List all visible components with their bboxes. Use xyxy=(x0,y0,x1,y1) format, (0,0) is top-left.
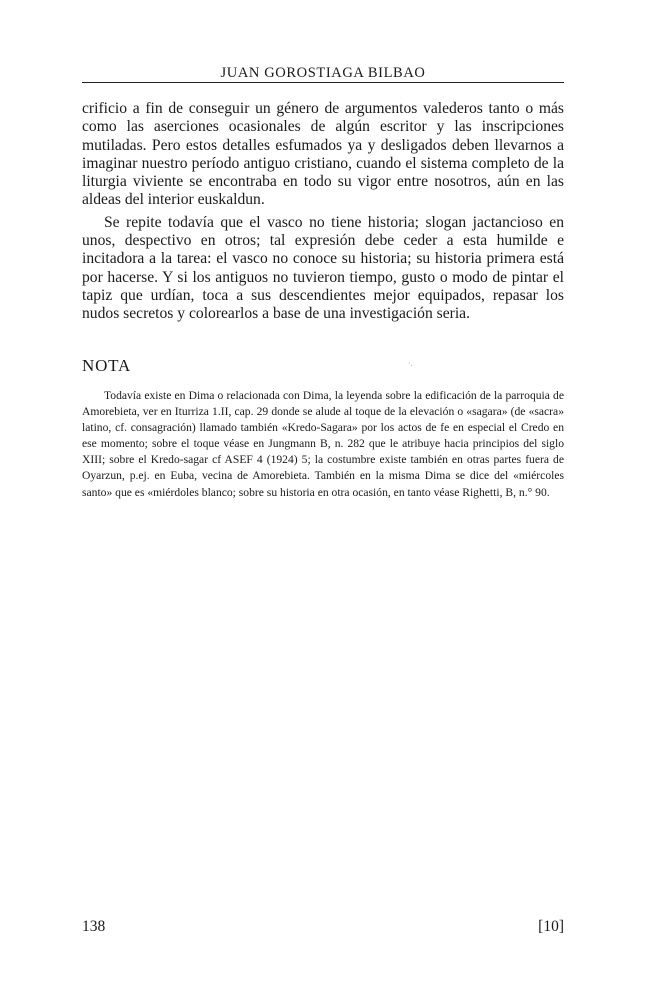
note-heading: NOTA xyxy=(82,356,132,375)
bracket-page-number: [10] xyxy=(538,918,564,935)
stray-ink-mark: ·. xyxy=(408,359,413,368)
body-paragraph-1: crificio a fin de conseguir un género de argumentos valederos tanto o más como las aserciones ocasionales de algún escritor y las inscripciones mutiladas. Pero estos detalles esfumados ya y desligados deben llevarnos a imaginar nuestro período antiguo cristiano, cuando el sistema completo de la liturgia viviente se encontraba en todo su vigor entre nosotros, aún en las aldeas del interior euskaldun. xyxy=(82,100,564,209)
body-paragraph-2: Se repite todavía que el vasco no tiene historia; slogan jactancioso en unos, despectivo en otros; tal expresión debe ceder a esta humilde e incitadora a la tarea: el vasco no conoce su historia; su historia primera está por hacerse. Y si los antiguos no tuvieron tiempo, gusto o modo de pintar el tapiz que urdían, toca a sus descendientes mejor equipados, repasar los nudos secretos y colorearlos a base de una investigación seria. xyxy=(82,213,564,323)
running-head: JUAN GOROSTIAGA BILBAO xyxy=(220,65,426,81)
note-text: Todavía existe en Dima o relacionada con Dima, la leyenda sobre la edificación de la parroquia de Amorebieta, ver en Iturriza 1.II, cap. 29 donde se alude al toque de la elevación o «sagara» (de «sacra» latino, cf. consagración) llamado también «Kredo-Sagara» por los actos de fe en especial el Credo en ese momento; sobre el toque véase en Jungmann B, n. 282 que le atribuye hacia principios del siglo XIII; sobre el Kredo-sagar cf ASEF 4 (1924) 5; la costumbre existe también en otras partes fuera de Oyarzun, p.ej. en Euba, vecina de Amorebieta. También en la misma Dima se dice del «miércoles santo» que es «miérdoles blanco; sobre su historia en otra ocasión, en tanto véase Righetti, B, n.° 90. xyxy=(82,389,564,499)
page-number: 138 xyxy=(82,918,106,935)
body-text xyxy=(82,100,564,324)
header-rule xyxy=(82,82,564,83)
